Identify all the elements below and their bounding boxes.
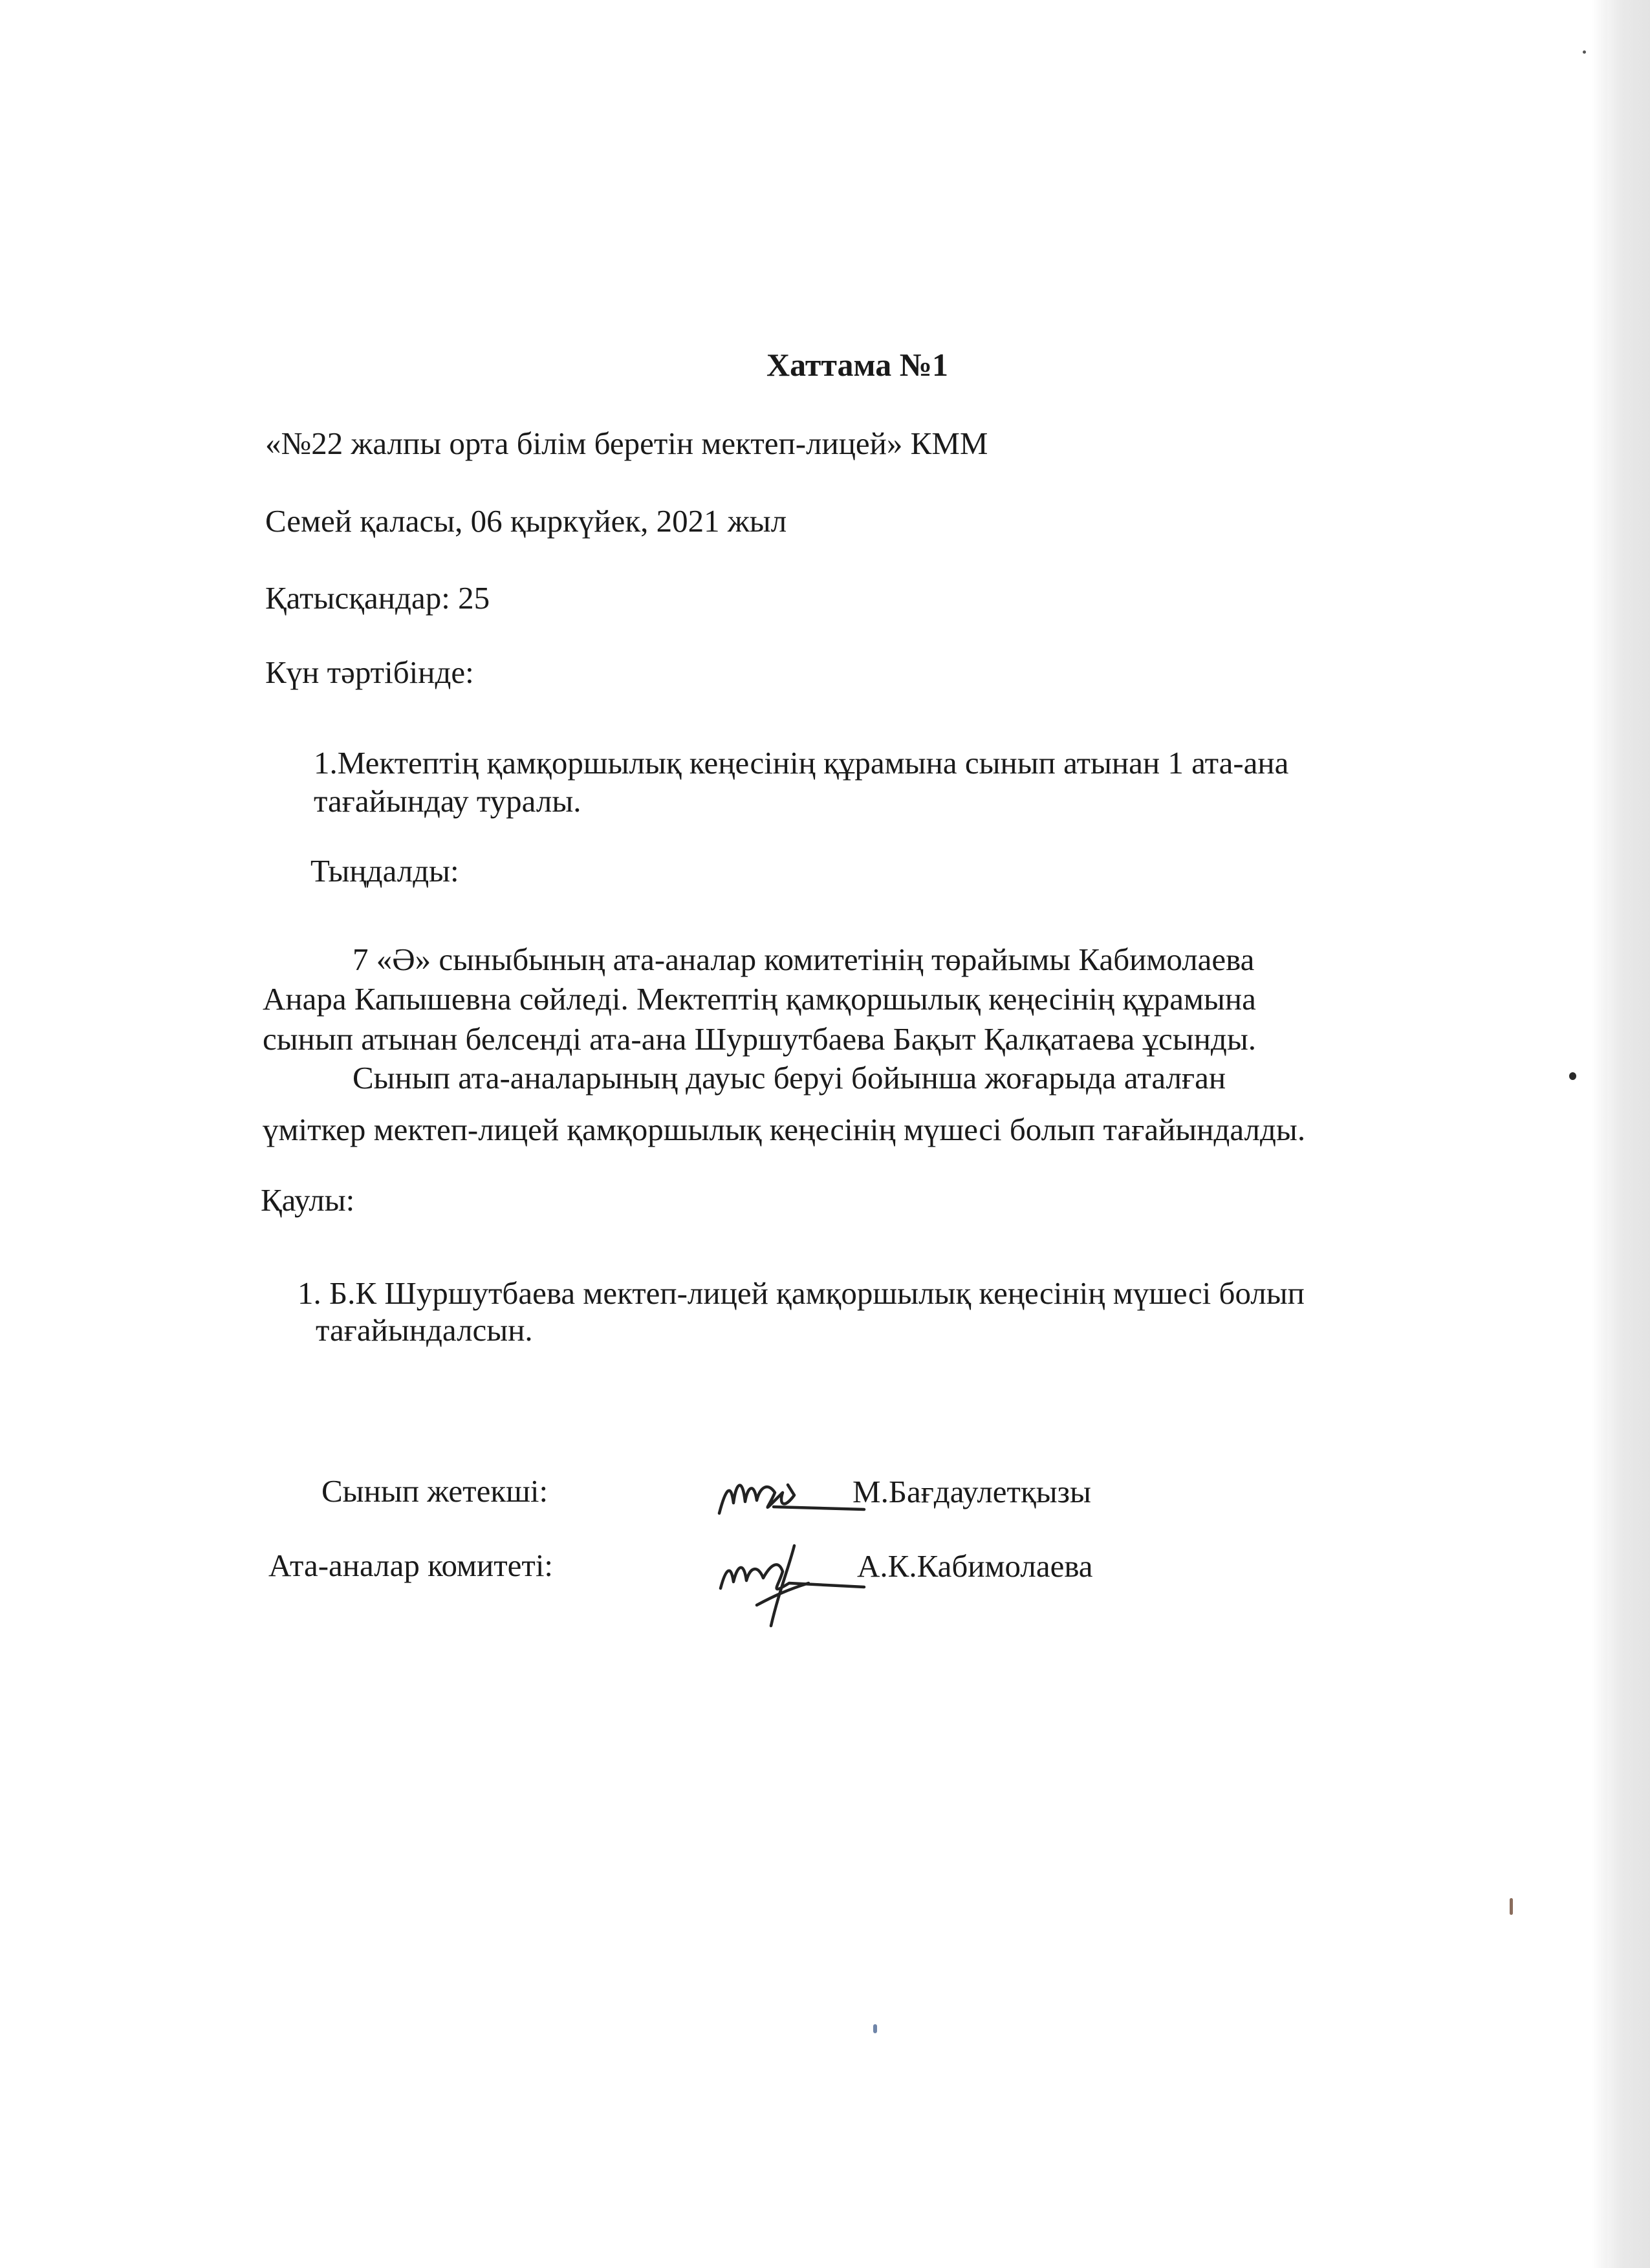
heard-paragraph-line: Анара Капышевна сөйледі. Мектептің қамқоршылық кеңесінің құрамына: [263, 981, 1256, 1017]
document-title: Хаттама №1: [766, 347, 949, 383]
heard-paragraph-line: 7 «Ә» сыныбының ата-аналар комитетінің төрайымы Кабимолаева: [353, 942, 1255, 977]
handwritten-signature: [711, 1540, 867, 1637]
heard-heading: Тыңдалды:: [310, 853, 459, 889]
organization-line: «№22 жалпы орта білім беретін мектеп-лицей» КММ: [265, 426, 988, 461]
heard-paragraph-line: үміткер мектеп-лицей қамқоршылық кеңесінің мүшесі болып тағайындалды.: [263, 1112, 1306, 1147]
agenda-item-line: 1.Мектептің қамқоршылық кеңесінің құрамына сынып атынан 1 ата-ана: [314, 745, 1289, 781]
scan-shadow: [1592, 0, 1607, 2268]
signature-role: Сынып жетекші:: [321, 1473, 548, 1509]
heard-paragraph-line: Сынып ата-аналарының дауыс беруі бойынша жоғарыда аталған: [353, 1060, 1226, 1096]
agenda-heading: Күн тәртібінде:: [265, 654, 474, 690]
signature-role: Ата-аналар комитеті:: [268, 1548, 554, 1583]
scan-speck: [1569, 1072, 1576, 1080]
place-date-line: Семей қаласы, 06 қыркүйек, 2021 жыл: [265, 503, 787, 539]
participants-line: Қатысқандар: 25: [265, 580, 490, 616]
scan-edge: [1607, 0, 1650, 2268]
signature-name: М.Бағдаулетқызы: [852, 1474, 1091, 1509]
signature-name: А.К.Кабимолаева: [857, 1548, 1093, 1584]
resolution-item-line: тағайындалсын.: [316, 1312, 533, 1348]
scan-speck: [1583, 50, 1586, 54]
scan-speck: [873, 2024, 877, 2033]
heard-paragraph-line: сынып атынан белсенді ата-ана Шуршутбаева Бақыт Қалқатаева ұсынды.: [263, 1021, 1257, 1057]
agenda-item-line: тағайындау туралы.: [314, 783, 581, 819]
resolution-item-line: 1. Б.К Шуршутбаева мектеп-лицей қамқоршылық кеңесінің мүшесі болып: [298, 1275, 1305, 1311]
handwritten-signature: [711, 1463, 867, 1534]
resolution-heading: Қаулы:: [261, 1182, 355, 1218]
scan-speck: [1510, 1898, 1513, 1915]
